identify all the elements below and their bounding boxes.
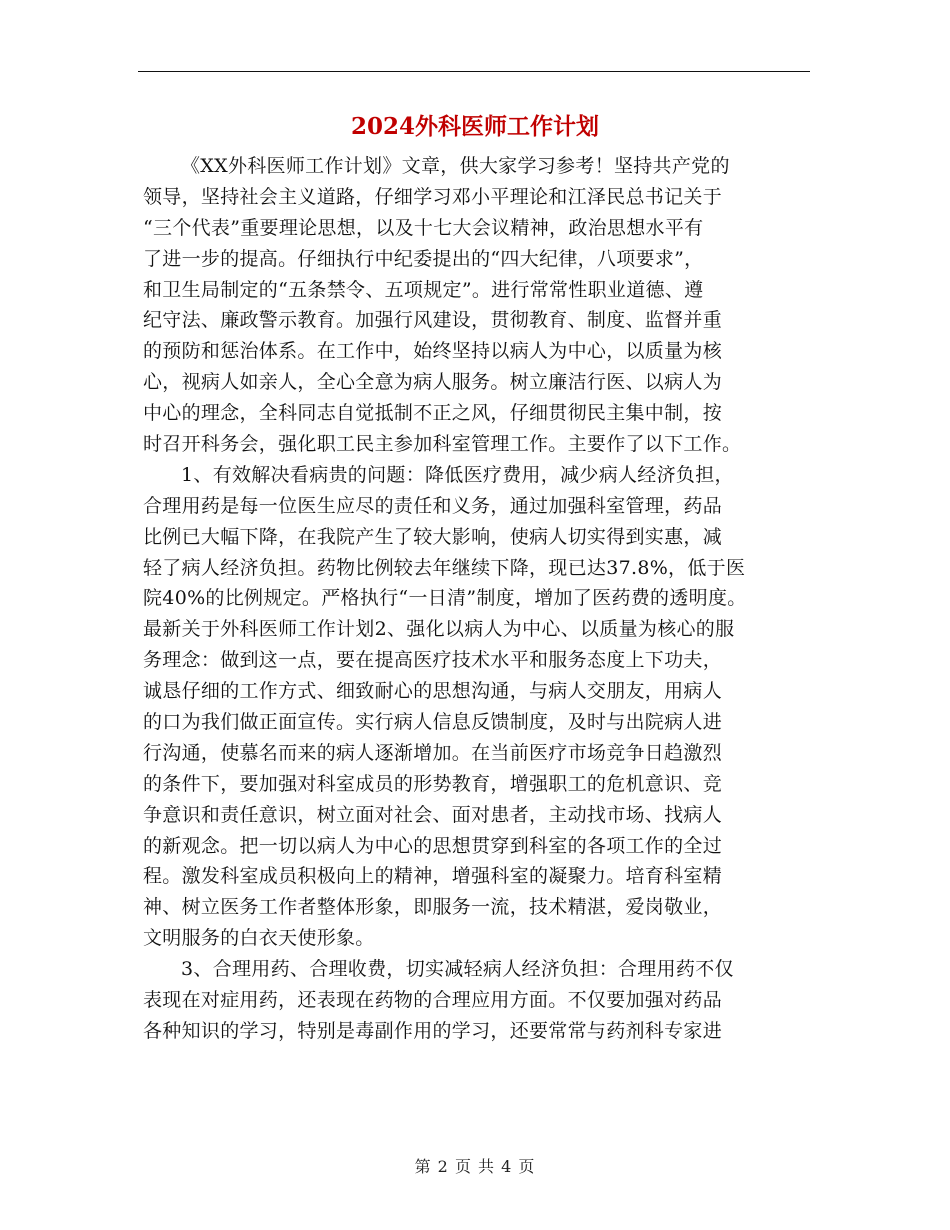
text-line: 的口为我们做正面宣传。实行病人信息反馈制度，及时与出院病人进 [143,711,723,734]
text-line: 文明服务的白衣天使形象。 [143,927,375,950]
text-line: 和卫生局制定的“五条禁令、五项规定”。进行常常性职业道德、遵 [143,278,704,301]
text-line: 3、合理用药、合理收费，切实减轻病人经济负担：合理用药不仅 [181,958,734,981]
text-line: 1、有效解决看病贵的问题：降低医疗费用，减少病人经济负担， [181,463,734,486]
text-line: 争意识和责任意识，树立面对社会、面对患者，主动找市场、找病人 [143,803,723,826]
text-line: 各种知识的学习，特别是毒副作用的学习，还要常常与药剂科专家进 [143,1019,723,1042]
document-title: 2024外科医师工作计划 [350,113,599,140]
text-line: 的条件下，要加强对科室成员的形势教育，增强职工的危机意识、竞 [143,772,723,795]
text-line: 比例已大幅下降，在我院产生了较大影响，使病人切实得到实惠，减 [143,525,723,548]
text-line: 程。激发科室成员积极向上的精神，增强科室的凝聚力。培育科室精 [143,865,723,888]
text-line: 的新观念。把一切以病人为中心的思想贯穿到科室的各项工作的全过 [143,834,723,857]
page-footer: 第 2 页 共 4 页 [414,1157,536,1176]
text-line: 心，视病人如亲人，全心全意为病人服务。树立廉洁行医、以病人为 [143,371,723,394]
text-line: 最新关于外科医师工作计划2、强化以病人为中心、以质量为核心的服 [143,618,735,641]
text-line: 务理念：做到这一点，要在提高医疗技术水平和服务态度上下功夫， [143,649,723,672]
text-line: 诚恳仔细的工作方式、细致耐心的思想沟通，与病人交朋友，用病人 [143,680,723,703]
text-line: 神、树立医务工作者整体形象，即服务一流，技术精湛，爱岗敬业， [143,896,723,919]
text-line: 院40%的比例规定。严格执行“一日清”制度，增加了医药费的透明度。 [143,587,747,610]
text-line: 表现在对症用药，还表现在药物的合理应用方面。不仅要加强对药品 [143,989,723,1012]
text-line: 纪守法、廉政警示教育。加强行风建设，贯彻教育、制度、监督并重 [143,309,723,332]
text-line: 领导，坚持社会主义道路，仔细学习邓小平理论和江泽民总书记关于 [143,185,723,208]
text-line: 了进一步的提高。仔细执行中纪委提出的“四大纪律，八项要求”， [143,247,704,270]
text-line: “三个代表”重要理论思想，以及十七大会议精神，政治思想水平有 [143,216,704,239]
text-line: 行沟通，使慕名而来的病人逐渐增加。在当前医疗市场竞争日趋激烈 [143,741,723,764]
text-line: 合理用药是每一位医生应尽的责任和义务，通过加强科室管理，药品 [143,494,723,517]
header-rule [138,71,810,72]
document-body [143,151,815,1047]
text-line: 《XX外科医师工作计划》文章，供大家学习参考！坚持共产党的 [181,155,730,177]
text-line: 中心的理念，全科同志自觉抵制不正之风，仔细贯彻民主集中制，按 [143,402,723,425]
text-line: 时召开科务会，强化职工民主参加科室管理工作。主要作了以下工作。 [143,433,742,456]
text-line: 的预防和惩治体系。在工作中，始终坚持以病人为中心，以质量为核 [143,340,723,363]
text-line: 轻了病人经济负担。药物比例较去年继续下降，现已达37.8%，低于医 [143,556,746,579]
